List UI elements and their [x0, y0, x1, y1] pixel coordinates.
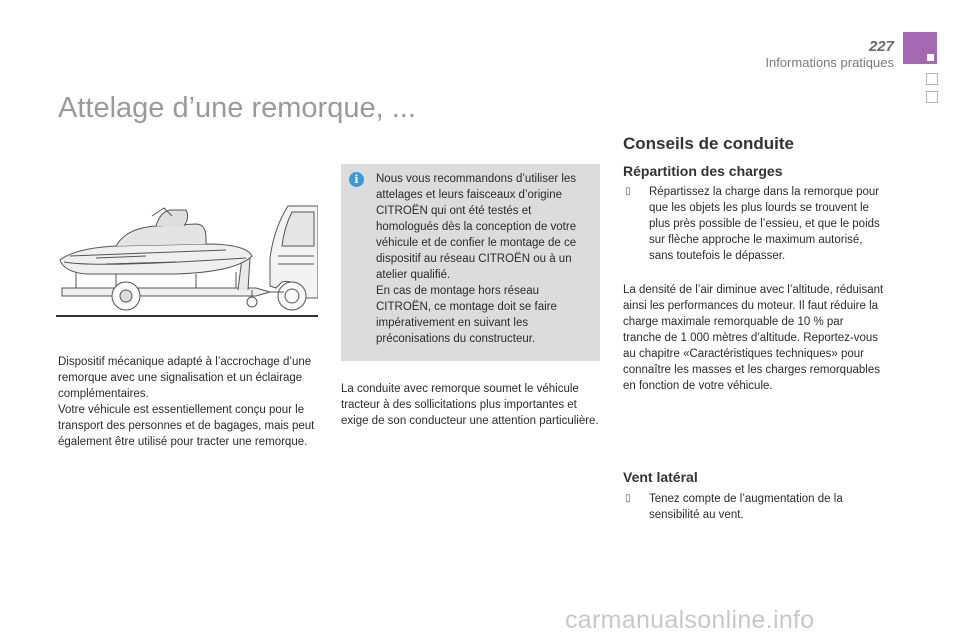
watermark: carmanualsonline.info: [565, 606, 815, 634]
bullet-list: [623, 184, 885, 264]
section-heading: Conseils de conduite: [623, 134, 794, 153]
info-box: [341, 164, 600, 361]
bullet-text: Répartissez la charge dans la remorque pour que les objets les plus lourds se trouvent le plus près possible de l’essieu, et que le poids sur flèche approche le maximum autorisé, sans toutefois le dépasser.: [649, 186, 880, 262]
paragraph: En cas de montage hors réseau CITROËN, ce montage doit se faire impérativement en suivant les préconisations du constructeur.: [376, 285, 557, 345]
info-text: [376, 171, 594, 347]
page-number: 227: [868, 38, 894, 55]
list-item: [623, 184, 885, 264]
page-title: Attelage d’une remorque, ...: [58, 92, 416, 124]
section-name: Informations pratiques: [765, 55, 894, 70]
list-item: [623, 491, 885, 523]
bullet-text: Tenez compte de l’augmentation de la sensibilité au vent.: [649, 493, 843, 521]
bullet-list: [623, 491, 885, 523]
info-icon: i: [349, 172, 364, 187]
towing-note: La conduite avec remorque soumet le véhicule tracteur à des sollicitations plus importantes et exige de son conducteur une attention particulière.: [341, 383, 599, 427]
paragraph: Nous vous recommandons d’utiliser les attelages et leurs faisceaux d’origine CITROËN qui ont été testés et homologués dès la conception de votre véhicule et de confier le montage de ce dispositif au réseau CITROËN ou à un atelier qualifié.: [376, 173, 577, 281]
bullet-icon: ▯: [625, 186, 631, 197]
paragraph: Votre véhicule est essentiellement conçu pour le transport des personnes et de bagages, mais peut également être utilisé pour tracter une remorque.: [58, 404, 315, 448]
altitude-paragraph: La densité de l’air diminue avec l’altitude, réduisant ainsi les performances du moteur. Il faut réduire la charge maximale remorquable de 10 % par tranche de 1 000 mètres d’altitude. Reportez-vous au chapitre «Caractéristiques techniques» pour connaître les masses et les charges remorquables en fonction de votre véhicule.: [623, 284, 884, 392]
tab-dot-icon: [927, 54, 934, 61]
chapter-tab[interactable]: [926, 91, 938, 103]
chapter-tab[interactable]: [926, 73, 938, 85]
paragraph: Dispositif mécanique adapté à l’accrochage d’une remorque avec une signalisation et un éclairage complémentaires.: [58, 356, 312, 400]
intro-text: [58, 354, 320, 450]
chapter-tab-active[interactable]: [903, 32, 937, 64]
subsection-heading-vent: Vent latéral: [623, 469, 698, 485]
subsection-heading-repartition: Répartition des charges: [623, 163, 783, 179]
trailer-illustration: [56, 198, 318, 320]
bullet-icon: ▯: [625, 493, 631, 504]
